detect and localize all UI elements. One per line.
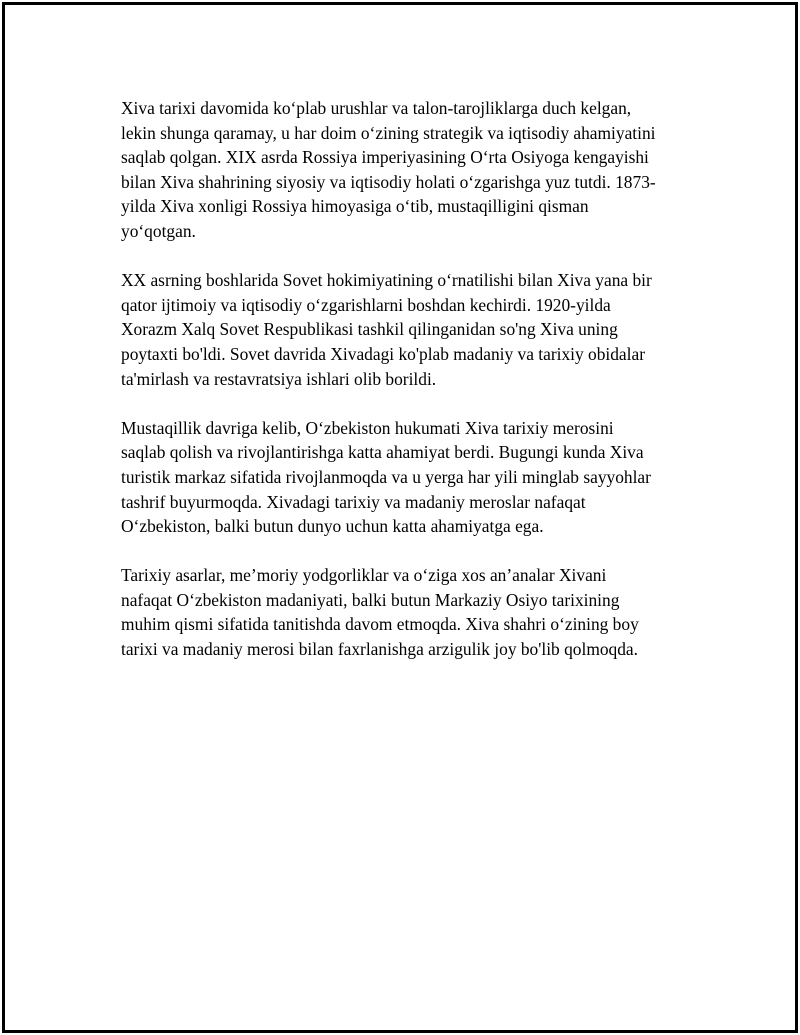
paragraph [121,416,701,539]
text-line: nafaqat O‘zbekiston madaniyati, balki butun Markaziy Osiyo tarixining [121,589,620,610]
text-line: O‘zbekiston, balki butun dunyo uchun katta ahamiyatga ega. [121,516,544,537]
text-line: turistik markaz sifatida rivojlanmoqda va u yerga har yili minglab sayyohlar [121,466,651,487]
text-line: saqlab qolish va rivojlantirishga katta ahamiyat berdi. Bugungi kunda Xiva [121,442,644,463]
text-line: Mustaqillik davriga kelib, O‘zbekiston hukumati Xiva tarixiy merosini [121,417,614,438]
text-line: tashrif buyurmoqda. Xivadagi tarixiy va madaniy meroslar nafaqat [121,491,586,512]
text-line: poytaxti bo'ldi. Sovet davrida Xivadagi ko'plab madaniy va tarixiy obidalar [121,343,645,364]
paragraph [121,563,701,661]
text-line: saqlab qolgan. XIX asrda Rossiya imperiyasining O‘rta Osiyoga kengayishi [121,147,649,168]
text-line: tarixi va madaniy merosi bilan faxrlanishga arzigulik joy bo'lib qolmoqda. [121,639,638,660]
text-line: Xorazm Xalq Sovet Respublikasi tashkil qilinganidan so'ng Xiva uning [121,319,618,340]
text-line: bilan Xiva shahrining siyosiy va iqtisodiy holati o‘zgarishga yuz tutdi. 1873- [121,171,656,192]
text-line: Xiva tarixi davomida ko‘plab urushlar va talon-tarojliklarga duch kelgan, [121,98,632,118]
paragraph [121,96,701,244]
page-frame [2,2,798,1033]
document-body [121,96,701,686]
paragraph [121,268,701,391]
text-line: lekin shunga qaramay, u har doim o‘zining strategik va iqtisodiy ahamiyatini [121,122,656,143]
text-line: yilda Xiva xonligi Rossiya himoyasiga o‘tib, mustaqilligini qisman [121,196,589,217]
text-line: muhim qismi sifatida tanitishda davom etmoqda. Xiva shahri o‘zining boy [121,614,639,635]
text-line: Tarixiy asarlar, me’moriy yodgorliklar va o‘ziga xos an’analar Xivani [121,565,607,586]
text-line: ta'mirlash va restavratsiya ishlari olib borildi. [121,368,437,389]
text-line: qator ijtimoiy va iqtisodiy o‘zgarishlarni boshdan kechirdi. 1920-yilda [121,294,611,315]
text-line: XX asrning boshlarida Sovet hokimiyatining o‘rnatilishi bilan Xiva yana bir [121,270,652,291]
text-line: yo‘qotgan. [121,220,196,241]
